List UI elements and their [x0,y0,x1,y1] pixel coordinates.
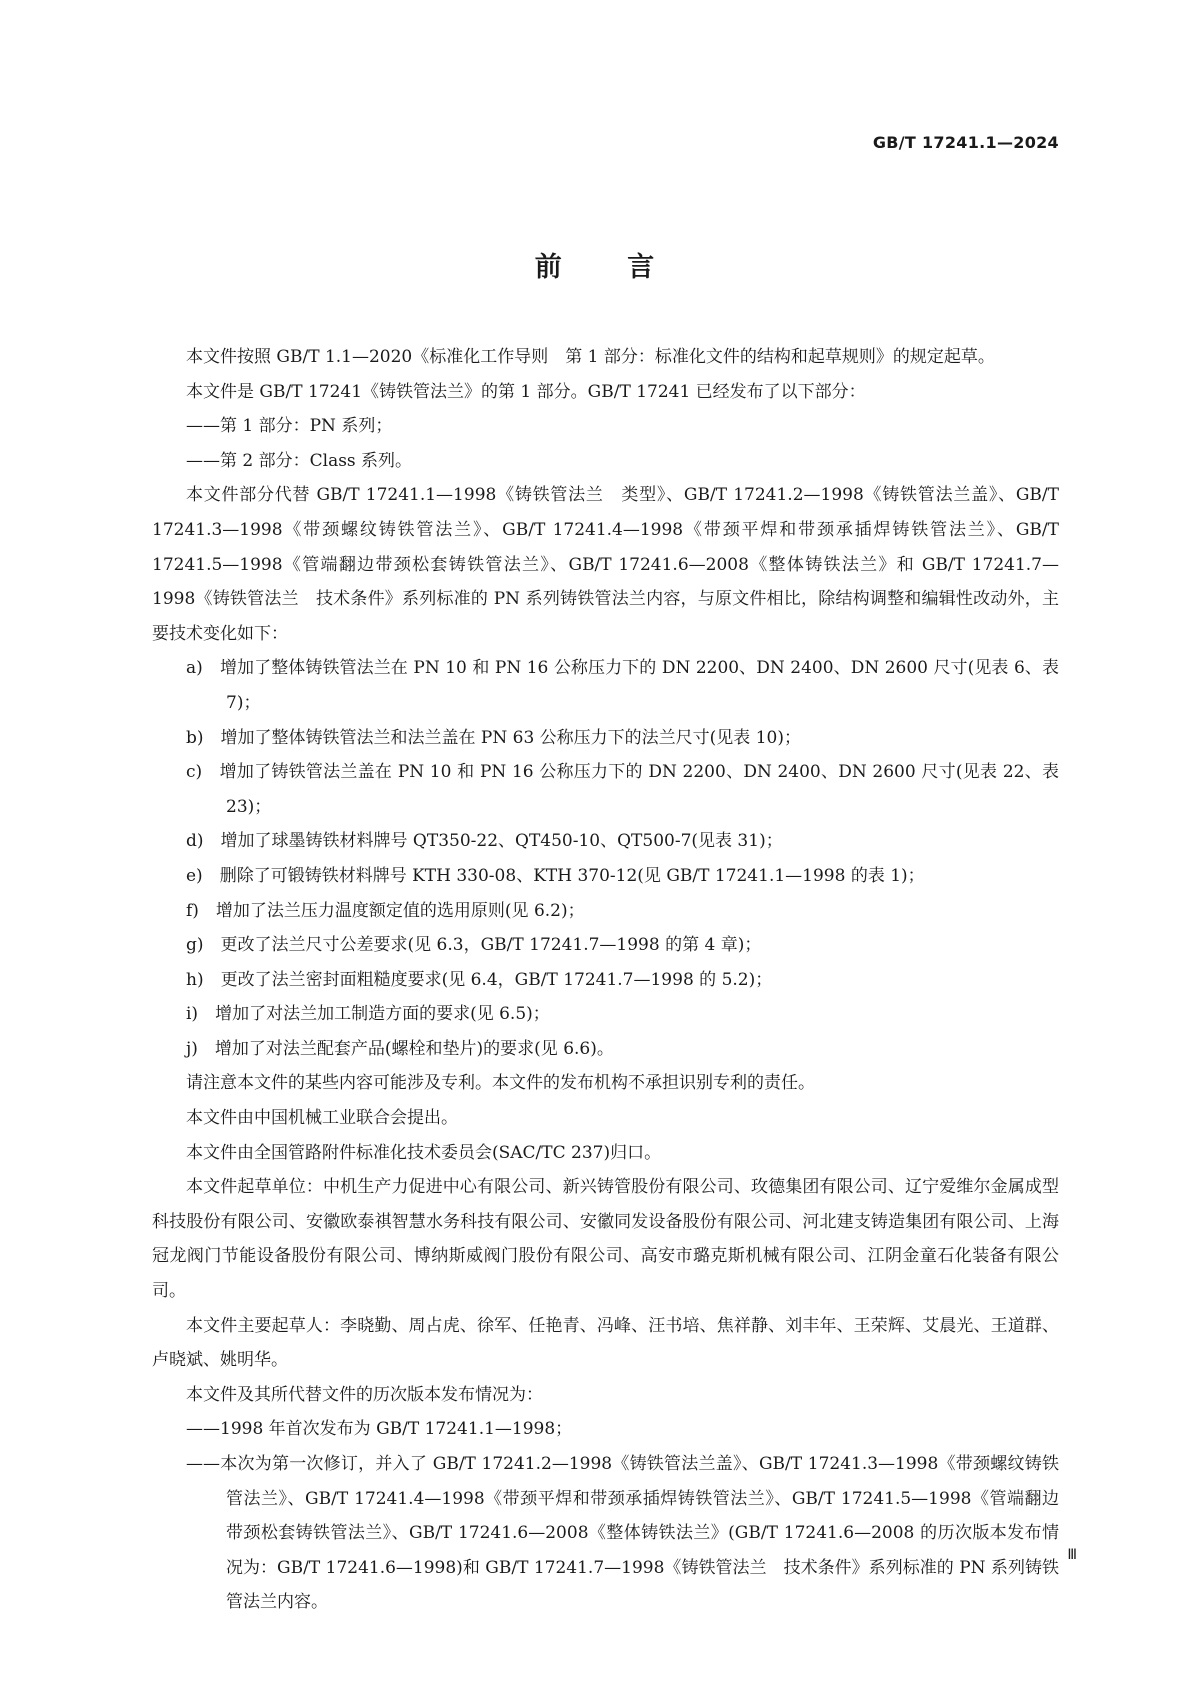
change-item-f: f) 增加了法兰压力温度额定值的选用原则(见 6.2)； [186,900,585,921]
change-item-e: e) 删除了可锻铸铁材料牌号 KTH 330-08、KTH 370-12(见 GB/T 17241.1—1998 的表 1)； [186,865,925,886]
intro-paragraph-2: 本文件是 GB/T 17241《铸铁管法兰》的第 1 部分。GB/T 17241 已经发布了以下部分： [186,381,866,402]
patent-note: 请注意本文件的某些内容可能涉及专利。本文件的发布机构不承担识别专利的责任。 [186,1073,815,1094]
change-item-h: h) 更改了法兰密封面粗糙度要求(见 6.4，GB/T 17241.7—1998 的 5.2)； [186,969,773,990]
standard-number: GB/T 17241.1—2024 [872,133,1059,152]
part-item-1: ——第 1 部分：PN 系列； [186,416,393,437]
change-item-b: b) 增加了整体铸铁管法兰和法兰盖在 PN 63 公称压力下的法兰尺寸(见表 10)； [186,727,801,748]
proposer-note: 本文件由中国机械工业联合会提出。 [186,1108,458,1129]
change-item-d: d) 增加了球墨铸铁材料牌号 QT350-22、QT450-10、QT500-7(见表 31)； [186,831,783,852]
committee-note: 本文件由全国管路附件标准化技术委员会(SAC/TC 237)归口。 [186,1142,662,1163]
change-item-c: c) 增加了铸铁管法兰盖在 PN 10 和 PN 16 公称压力下的 DN 2200、DN 2400、DN 2600 尺寸(见表 22、表 23)； [186,762,1059,817]
history-intro: 本文件及其所代替文件的历次版本发布情况为： [186,1384,543,1405]
change-item-i: i) 增加了对法兰加工制造方面的要求(见 6.5)； [186,1004,550,1025]
foreword-body [152,340,1059,1620]
intro-paragraph-1: 本文件按照 GB/T 1.1—2020《标准化工作导则 第 1 部分：标准化文件的结构和起草规则》的规定起草。 [186,347,995,367]
page-title: 前 言 [534,252,657,283]
history-item-2: ——本次为第一次修订，并入了 GB/T 17241.2—1998《铸铁管法兰盖》、GB/T 17241.3—1998《带颈螺纹铸铁管法兰》、GB/T 17241.4—1998《带颈平焊和带颈承插焊铸铁管法兰》、GB/T 17241.5—1998《管端翻边带颈松套铸铁管法兰》、GB/T 17241.6—2008《整体铸铁法兰》(GB/T 17241.6—2008 的历次版本发布情况为：GB/T 17241.6—1998)和 GB/T 17241.7—1998《铸铁管法兰 技术条件》系列标准的 PN 系列铸铁管法兰内容。 [186,1454,1059,1613]
part-item-2: ——第 2 部分：Class 系列。 [186,450,413,471]
change-item-j: j) 增加了对法兰配套产品(螺栓和垫片)的要求(见 6.6)。 [186,1038,614,1059]
change-item-g: g) 更改了法兰尺寸公差要求(见 6.3，GB/T 17241.7—1998 的第 4 章)； [186,935,762,956]
replace-paragraph: 本文件部分代替 GB/T 17241.1—1998《铸铁管法兰 类型》、GB/T 17241.2—1998《铸铁管法兰盖》、GB/T 17241.3—1998《带颈螺纹铸铁管法兰》、GB/T 17241.4—1998《带颈平焊和带颈承插焊铸铁管法兰》、GB/T 17241.5—1998《管端翻边带颈松套铸铁管法兰》、GB/T 17241.6—2008《整体铸铁法兰》和 GB/T 17241.7—1998《铸铁管法兰 技术条件》系列标准的 PN 系列铸铁管法兰内容，与原文件相比，除结构调整和编辑性改动外，主要技术变化如下： [152,485,1059,644]
drafters: 本文件主要起草人：李晓勤、周占虎、徐军、任艳青、冯峰、汪书培、焦祥静、刘丰年、王荣辉、艾晨光、王道群、卢晓斌、姚明华。 [152,1315,1059,1371]
page-number: Ⅲ [1067,1547,1077,1563]
change-item-a: a) 增加了整体铸铁管法兰在 PN 10 和 PN 16 公称压力下的 DN 2200、DN 2400、DN 2600 尺寸(见表 6、表 7)； [186,658,1059,713]
drafting-units: 本文件起草单位：中机生产力促进中心有限公司、新兴铸管股份有限公司、玫德集团有限公司、辽宁爱维尔金属成型科技股份有限公司、安徽欧泰祺智慧水务科技有限公司、安徽同发设备股份有限公司、河北建支铸造集团有限公司、上海冠龙阀门节能设备股份有限公司、博纳斯威阀门股份有限公司、高安市璐克斯机械有限公司、江阴金童石化装备有限公司。 [152,1177,1059,1302]
history-item-1: ——1998 年首次发布为 GB/T 17241.1—1998； [186,1419,573,1440]
